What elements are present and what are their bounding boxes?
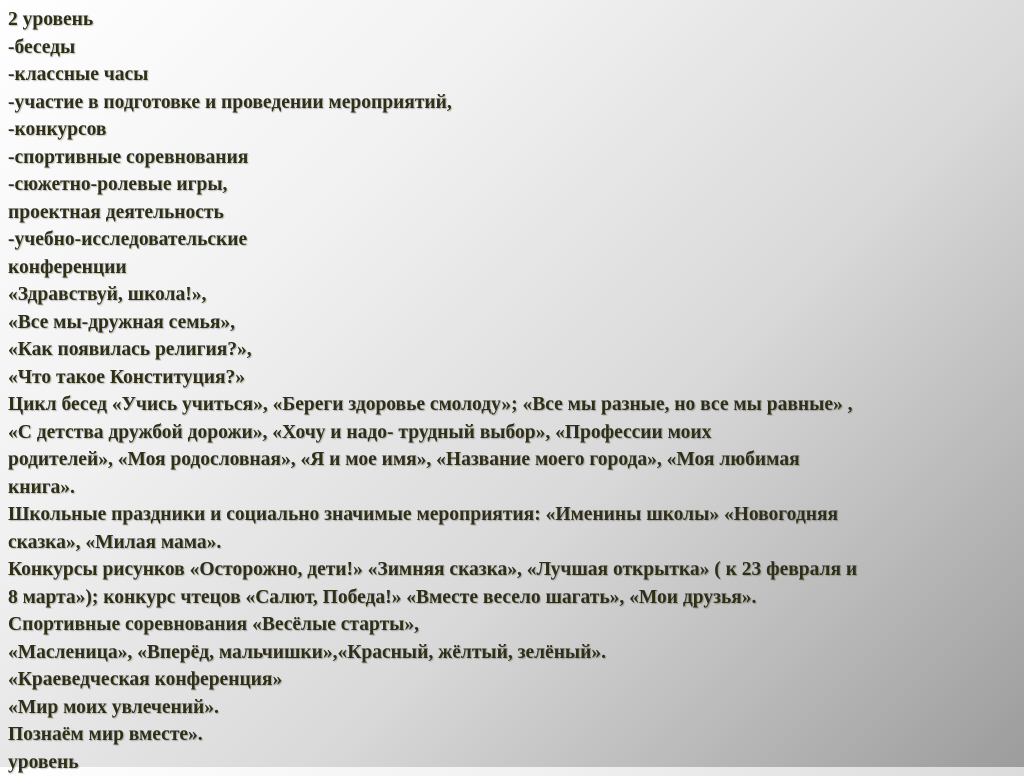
text-line: «Как появилась религия?»,: [8, 336, 1018, 364]
slide-text-body: [8, 6, 1018, 776]
text-line: конференции: [8, 254, 1018, 282]
text-line: «Здравствуй, школа!»,: [8, 281, 1018, 309]
text-line: Школьные праздники и социально значимые мероприятия: «Именины школы» «Новогодняя: [8, 501, 1018, 529]
text-line: -классные часы: [8, 61, 1018, 89]
text-line: сказка», «Милая мама».: [8, 529, 1018, 557]
text-line: родителей», «Моя родословная», «Я и мое имя», «Название моего города», «Моя любимая: [8, 446, 1018, 474]
text-line: «Краеведческая конференция»: [8, 666, 1018, 694]
text-line: «С детства дружбой дорожи», «Хочу и надо- трудный выбор», «Профессии моих: [8, 419, 1018, 447]
text-line: Спортивные соревнования «Весёлые старты»,: [8, 611, 1018, 639]
text-line: 8 марта»); конкурс чтецов «Салют, Победа!» «Вместе весело шагать», «Мои друзья».: [8, 584, 1018, 612]
text-line: книга».: [8, 474, 1018, 502]
text-line: «Все мы-дружная семья»,: [8, 309, 1018, 337]
text-line: Познаём мир вместе».: [8, 721, 1018, 749]
text-line: -спортивные соревнования: [8, 144, 1018, 172]
text-line: проектная деятельность: [8, 199, 1018, 227]
text-line: уровень: [8, 749, 1018, 776]
text-line: «Мир моих увлечений».: [8, 694, 1018, 722]
text-line: Цикл бесед «Учись учиться», «Береги здоровье смолоду»; «Все мы разные, но все мы равные» ,: [8, 391, 1018, 419]
text-line: «Масленица», «Вперёд, мальчишки»,«Красный, жёлтый, зелёный».: [8, 639, 1018, 667]
text-line: -сюжетно-ролевые игры,: [8, 171, 1018, 199]
text-line: «Что такое Конституция?»: [8, 364, 1018, 392]
text-line: 2 уровень: [8, 6, 1018, 34]
text-line: -участие в подготовке и проведении мероприятий,: [8, 89, 1018, 117]
text-line: -конкурсов: [8, 116, 1018, 144]
text-line: -учебно-исследовательские: [8, 226, 1018, 254]
text-line: Конкурсы рисунков «Осторожно, дети!» «Зимняя сказка», «Лучшая открытка» ( к 23 февраля и: [8, 556, 1018, 584]
text-line: -беседы: [8, 34, 1018, 62]
